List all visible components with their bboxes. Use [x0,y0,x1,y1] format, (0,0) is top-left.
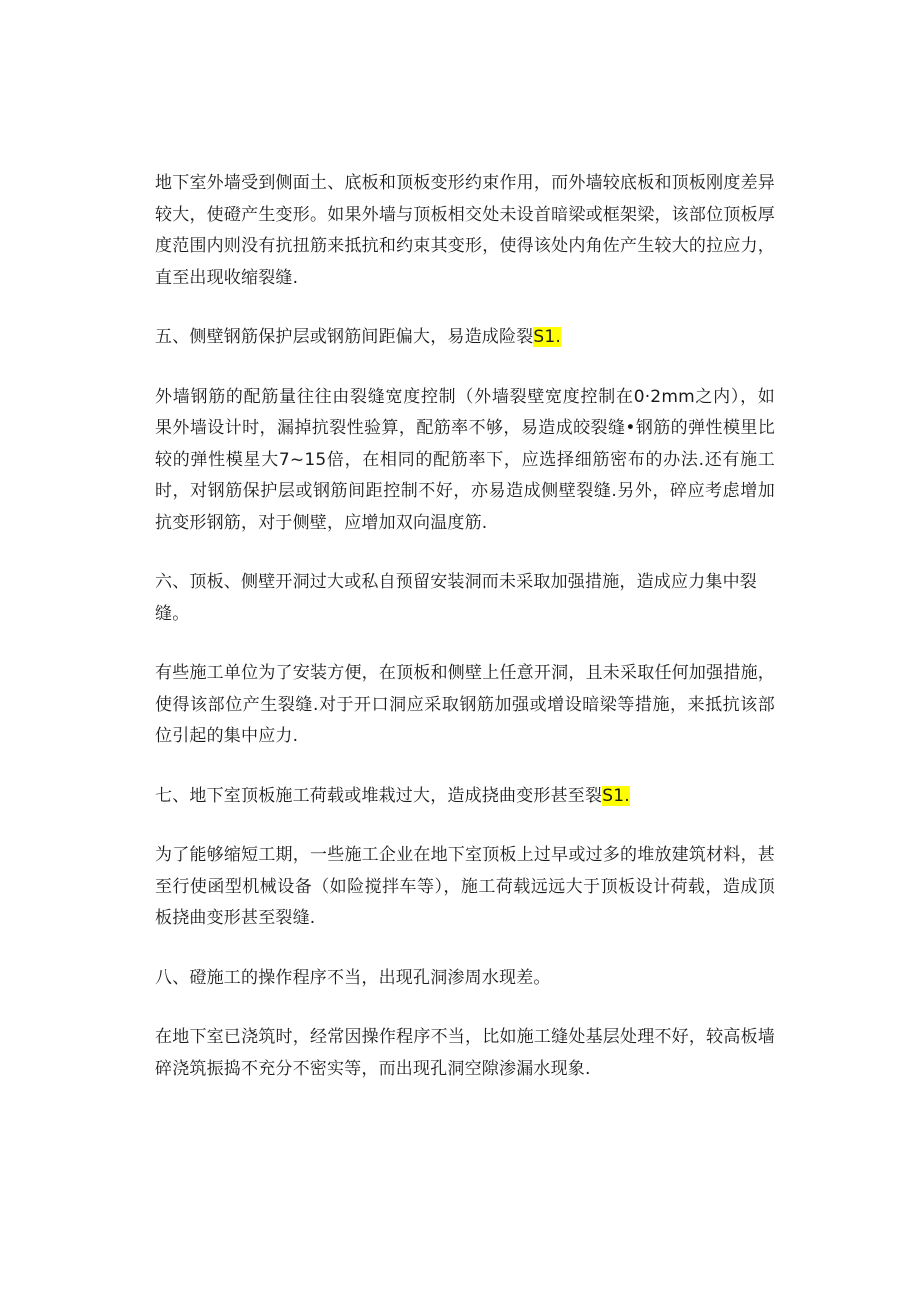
highlight-mark: S1. [533,327,562,347]
heading-section-5-text: 五、侧壁钢筋保护层或钢筋间距偏大，易造成险裂 [155,327,534,347]
heading-section-6: 六、顶板、侧壁开洞过大或私自预留安装洞而未采取加强措施，造成应力集中裂缝。 [155,572,757,624]
heading-section-5 [155,322,775,354]
highlight-mark: S1. [602,785,630,806]
heading-section-8: 八、磴施工的操作程序不当，出现孔洞渗周水现差。 [155,967,551,988]
paragraph-pouring-procedure: 在地下室已浇筑时，经常因操作程序不当，比如施工缝处基层处理不好，较高板墙碎浇筑振捣不充分不密实等，而出现孔洞空隙渗漏水现象. [155,1027,775,1079]
paragraph-wall-restraint: 地下室外墙受到侧面土、底板和顶板变形约束作用，而外墙较底板和顶板刚度差异较大，使磴产生变形。如果外墙与顶板相交处未设首暗梁或框架梁，该部位顶板厚度范围内则没有抗扭筋来抵抗和约束其变形，使得该处内角佐产生较大的拉应力，直至出现收缩裂缝. [155,173,775,288]
paragraph-construction-load: 为了能够缩短工期，一些施工企业在地下室顶板上过早或过多的堆放建筑材料，甚至行使函型机械设备（如险搅拌车等），施工荷载远远大于顶板设计荷载，造成顶板挠曲变形甚至裂缝. [155,845,775,928]
paragraph-rebar-spacing: 外墙钢筋的配筋量往往由裂缝宽度控制（外墙裂壁宽度控制在0·2mm之内），如果外墙设计时，漏掉抗裂性验算，配筋率不够，易造成皎裂缝•钢筋的弹性模里比较的弹性模星大7~15倍，在相同的配筋率下，应选择细筋密布的办法.还有施工时，对钢筋保护层或钢筋间距控制不好，亦易造成侧壁裂缝.另外，碎应考虑增加抗变形钢筋，对于侧壁，应增加双向温度筋. [155,386,775,533]
heading-section-7 [155,781,775,813]
document-body [155,168,775,1113]
heading-section-7-text: 七、地下室顶板施工荷载或堆栽过大，造成挠曲变形甚至裂 [155,785,603,806]
paragraph-openings: 有些施工单位为了安装方便，在顶板和侧壁上任意开洞，且未采取任何加强措施，使得该部位产生裂缝.对于开口洞应采取钢筋加强或增设暗梁等措施，来抵抗该部位引起的集中应力. [155,663,775,746]
